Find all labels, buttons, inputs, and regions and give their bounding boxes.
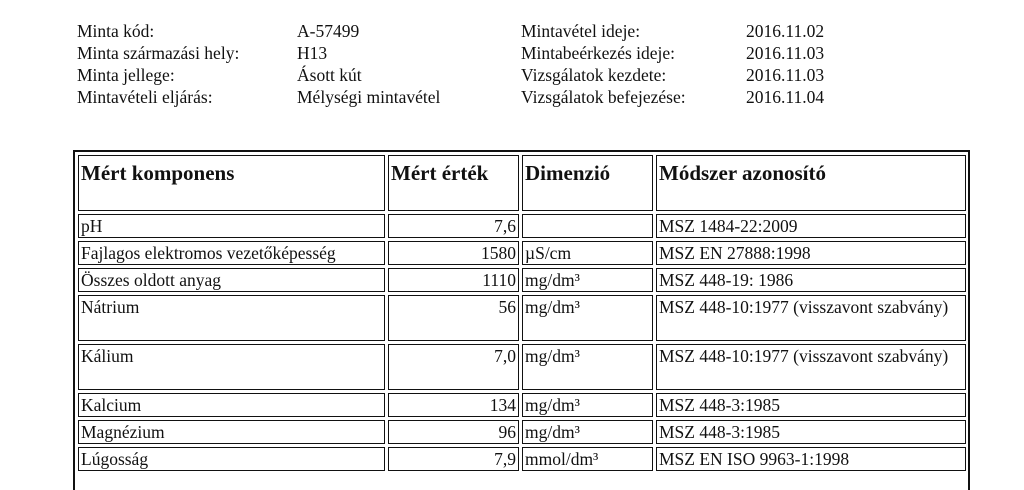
table-row [78,268,966,292]
component-cell: Magnézium [78,420,385,444]
component-cell: Összes oldott anyag [78,268,385,292]
method-cell: MSZ 448-10:1977 (visszavont szabvány) [656,344,966,390]
test-end-value: 2016.11.04 [746,87,825,107]
unit-cell [522,214,653,238]
unit-cell: mg/dm³ [522,295,653,341]
value-cell: 134 [388,393,519,417]
table-row [78,393,966,417]
sampling-method-label: Mintavételi eljárás: [77,87,213,107]
results-table-frame [73,150,970,490]
value-cell: 96 [388,420,519,444]
table-header-row [78,155,966,211]
sample-info-values [297,20,440,108]
value-cell: 56 [388,295,519,341]
sample-origin-value: H13 [297,43,328,63]
sample-code-label: Minta kód: [77,21,155,41]
unit-cell: mg/dm³ [522,344,653,390]
header-unit: Dimenzió [522,155,653,211]
method-cell: MSZ 448-19: 1986 [656,268,966,292]
method-cell: MSZ EN ISO 9963-1:1998 [656,447,966,471]
sampling-date-value: 2016.11.02 [746,21,825,41]
method-cell: MSZ 1484-22:2009 [656,214,966,238]
value-cell: 1110 [388,268,519,292]
table-row [78,214,966,238]
table-row [78,295,966,341]
component-cell: Kalcium [78,393,385,417]
test-end-label: Vizsgálatok befejezése: [521,87,686,107]
test-start-label: Vizsgálatok kezdete: [521,65,667,85]
value-cell: 7,9 [388,447,519,471]
component-cell: Fajlagos elektromos vezetőképesség [78,241,385,265]
value-cell: 7,6 [388,214,519,238]
component-cell: pH [78,214,385,238]
unit-cell: mg/dm³ [522,393,653,417]
header-method: Módszer azonosító [656,155,966,211]
table-row [78,420,966,444]
arrival-date-value: 2016.11.03 [746,43,825,63]
unit-cell: mmol/dm³ [522,447,653,471]
table-row [78,344,966,390]
sample-type-label: Minta jellege: [77,65,175,85]
method-cell: MSZ 448-3:1985 [656,393,966,417]
table-row [78,447,966,471]
unit-cell: µS/cm [522,241,653,265]
sample-dates-values [746,20,824,108]
method-cell: MSZ 448-10:1977 (visszavont szabvány) [656,295,966,341]
unit-cell: mg/dm³ [522,420,653,444]
header-value: Mért érték [388,155,519,211]
method-cell: MSZ EN 27888:1998 [656,241,966,265]
sampling-method-value: Mélységi mintavétel [297,87,441,107]
header-component: Mért komponens [78,155,385,211]
table-row [78,241,966,265]
sample-info-labels [77,20,239,108]
sample-code-value: A-57499 [297,21,360,41]
component-cell: Nátrium [78,295,385,341]
sample-dates-labels [521,20,686,108]
unit-cell: mg/dm³ [522,268,653,292]
component-cell: Kálium [78,344,385,390]
sample-origin-label: Minta származási hely: [77,43,240,63]
sample-type-value: Ásott kút [297,65,362,85]
value-cell: 7,0 [388,344,519,390]
value-cell: 1580 [388,241,519,265]
sampling-date-label: Mintavétel ideje: [521,21,641,41]
method-cell: MSZ 448-3:1985 [656,420,966,444]
component-cell: Lúgosság [78,447,385,471]
arrival-date-label: Mintabeérkezés ideje: [521,43,676,63]
results-table [75,152,969,474]
test-start-value: 2016.11.03 [746,65,825,85]
